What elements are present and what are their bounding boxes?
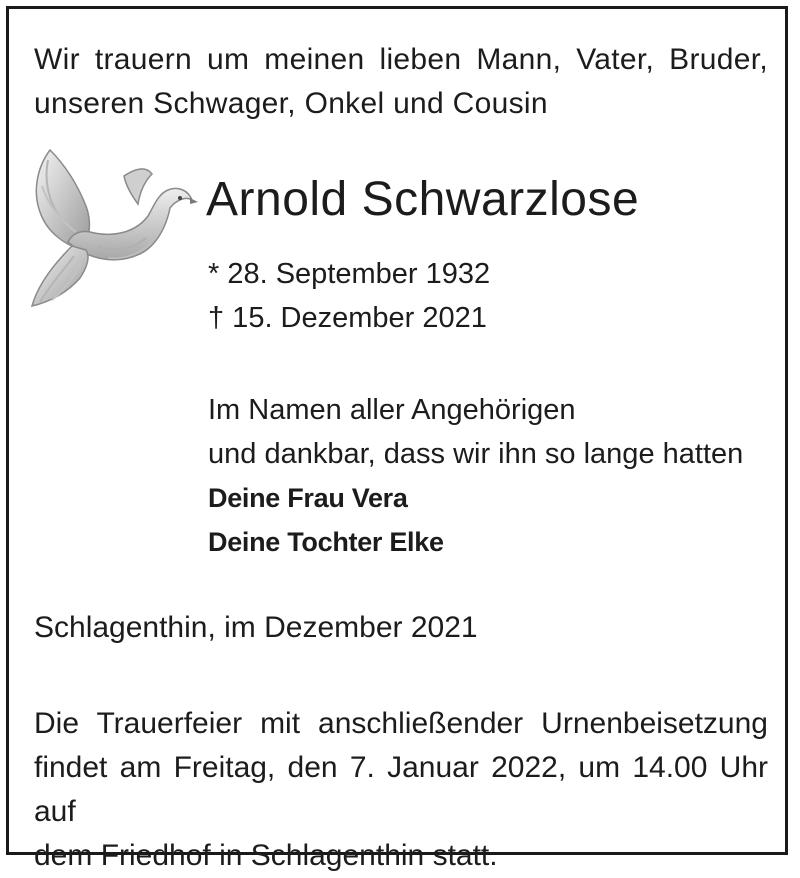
intro-line-2: unseren Schwager, Onkel und Cousin — [34, 87, 548, 120]
notice-line-1: Die Trauerfeier mit anschließender Urnenbeisetzung — [34, 707, 768, 740]
intro-text — [34, 38, 768, 126]
notice-line-2: findet am Freitag, den 7. Januar 2022, um 14.00 Uhr auf — [34, 751, 768, 828]
intro-line-1: Wir trauern um meinen lieben Mann, Vater, Bruder, — [34, 43, 768, 76]
deceased-name: Arnold Schwarzlose — [206, 173, 640, 226]
signer-daughter: Deine Tochter Elke — [208, 527, 444, 557]
signer-wife: Deine Frau Vera — [208, 483, 408, 513]
death-date: † 15. Dezember 2021 — [208, 302, 487, 334]
place-date: Schlagenthin, im Dezember 2021 — [34, 611, 478, 644]
funeral-notice — [34, 702, 768, 878]
birth-date: * 28. September 1932 — [208, 258, 491, 290]
signoff — [208, 388, 743, 564]
notice-line-3: dem Friedhof in Schlagenthin statt. — [34, 839, 498, 872]
signoff-line-1: Im Namen aller Angehörigen — [208, 394, 576, 426]
signoff-line-2: und dankbar, dass wir ihn so lange hatten — [208, 438, 744, 470]
dove-icon — [28, 146, 200, 318]
